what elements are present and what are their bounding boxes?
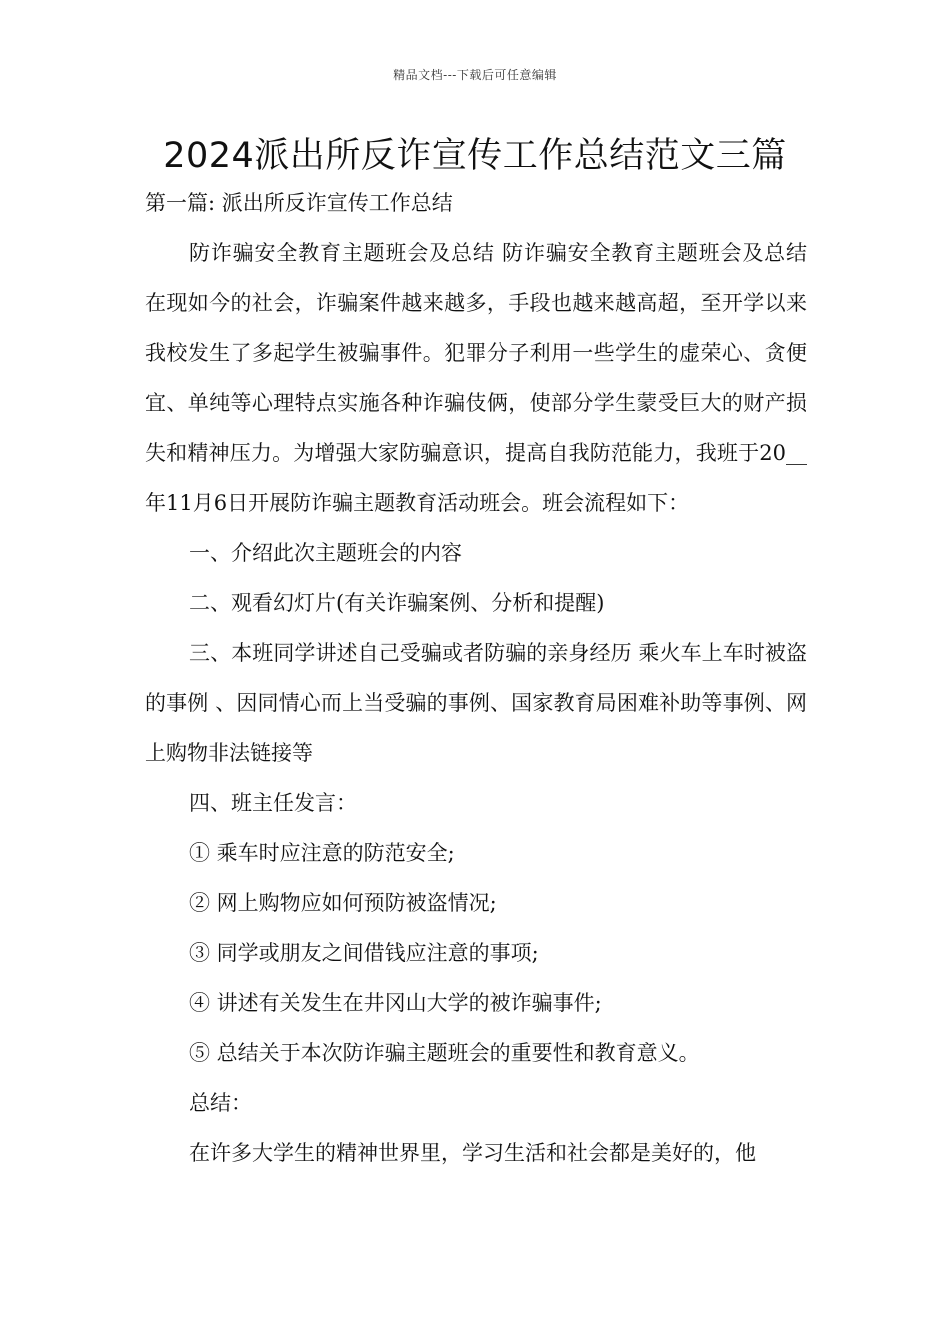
list-item-2: ② 网上购物应如何预防被盗情况; xyxy=(189,891,497,915)
paragraph-step-4: 四、班主任发言： xyxy=(189,791,357,815)
summary-paragraph: 在许多大学生的精神世界里，学习生活和社会都是美好的，他 xyxy=(189,1141,756,1165)
document-body xyxy=(145,228,821,1178)
header-note: 精品文档---下载后可任意编辑 xyxy=(393,68,557,82)
paragraph-step-2: 二、观看幻灯片(有关诈骗案例、分析和提醒) xyxy=(189,591,605,615)
list-item-4: ④ 讲述有关发生在井冈山大学的被诈骗事件; xyxy=(189,991,602,1015)
summary-heading: 总结： xyxy=(189,1091,252,1115)
section-subtitle: 第一篇: 派出所反诈宣传工作总结 xyxy=(145,191,453,215)
list-item-5: ⑤ 总结关于本次防诈骗主题班会的重要性和教育意义。 xyxy=(189,1041,700,1065)
paragraph-intro: 防诈骗安全教育主题班会及总结 防诈骗安全教育主题班会及总结 在现如今的社会，诈骗案件越来越多，手段也越来越高超，至开学以来我校发生了多起学生被骗事件。犯罪分子利用一些学生的虚荣心、贪便宜、单纯等心理特点实施各种诈骗伎俩，使部分学生蒙受巨大的财产损失和精神压力。为增强大家防骗意识，提高自我防范能力，我班于20__年11月6日开展防诈骗主题教育活动班会。班会流程如下： xyxy=(145,241,821,515)
list-item-1: ① 乘车时应注意的防范安全; xyxy=(189,841,455,865)
list-item-3: ③ 同学或朋友之间借钱应注意的事项; xyxy=(189,941,539,965)
paragraph-step-1: 一、介绍此次主题班会的内容 xyxy=(189,541,462,565)
document-title: 2024派出所反诈宣传工作总结范文三篇 xyxy=(163,136,787,176)
paragraph-step-3: 三、本班同学讲述自己受骗或者防骗的亲身经历 乘火车上车时被盗的事例 、因同情心而上当受骗的事例、国家教育局困难补助等事例、网上购物非法链接等 xyxy=(145,641,807,765)
